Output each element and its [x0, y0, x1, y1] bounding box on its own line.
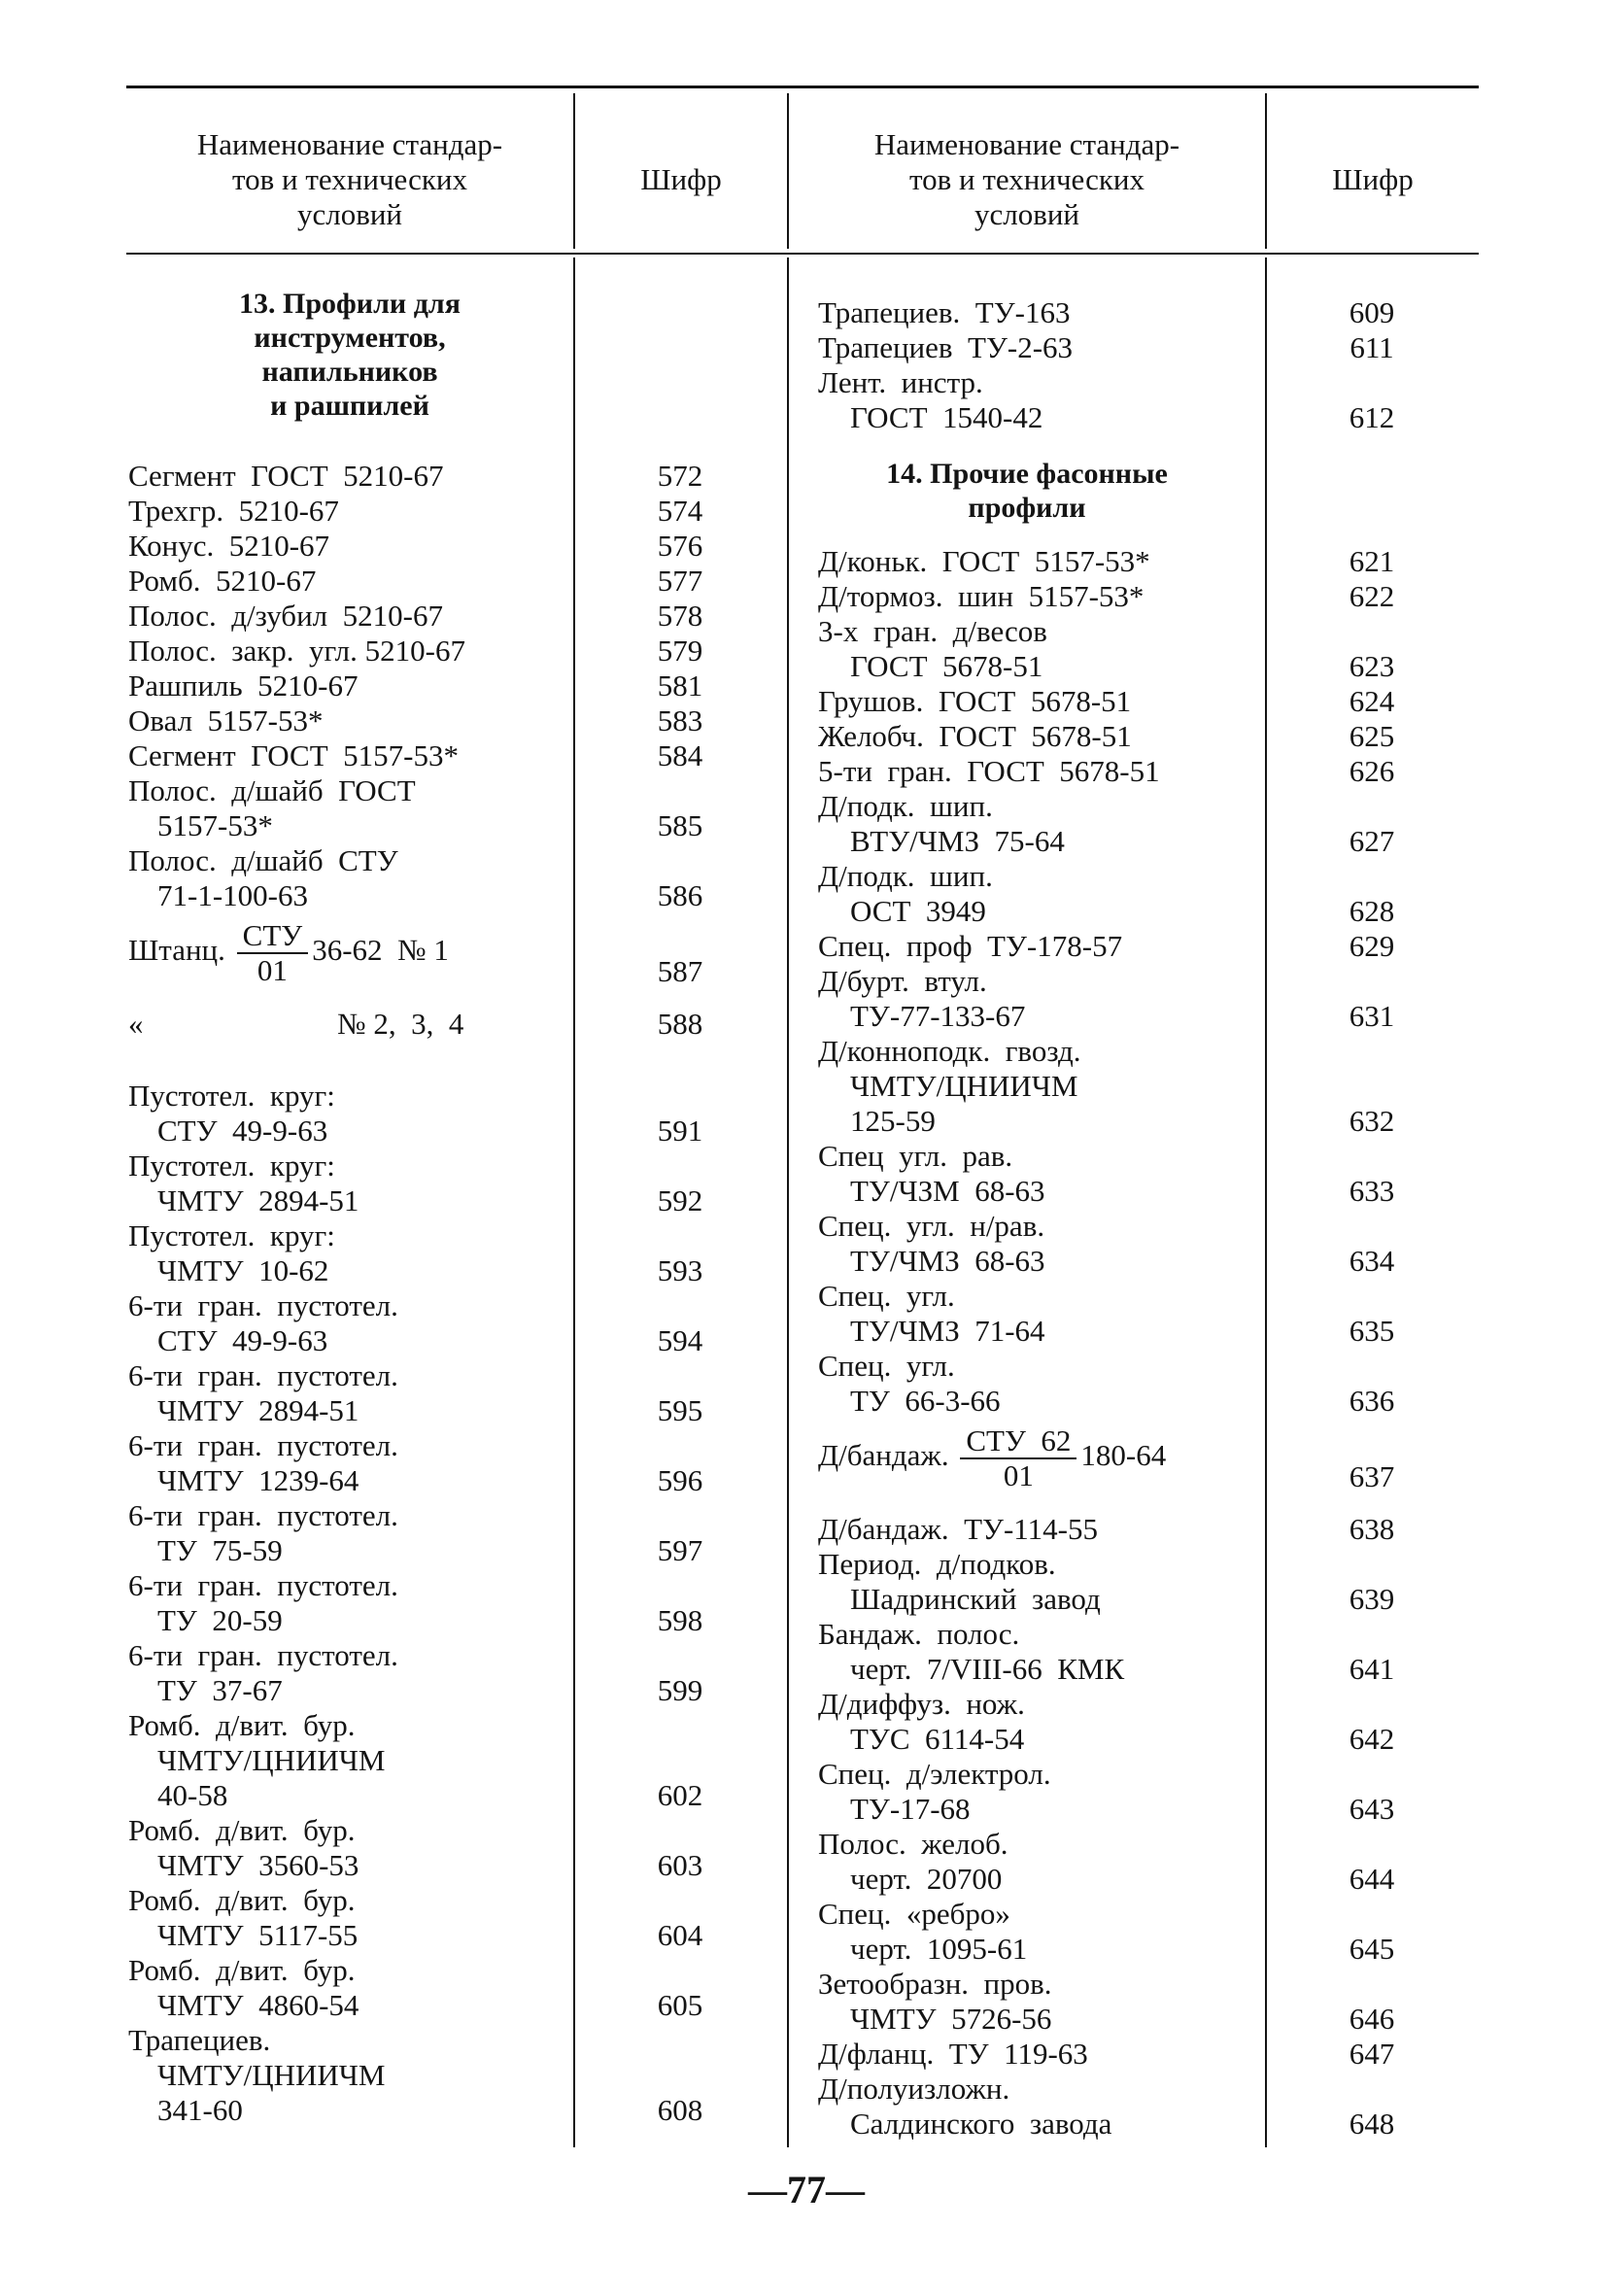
entry-name: № 2, 3, 4: [337, 1007, 464, 1041]
entry-name: Спец угл. рав.: [818, 1139, 1013, 1173]
entry-name: Салдинского завода: [850, 2107, 1112, 2141]
cipher-code: 584: [657, 738, 703, 772]
entry-name: ВТУ/ЧМЗ 75-64: [850, 824, 1065, 858]
cipher-code: 629: [1349, 929, 1395, 963]
entry-name: черт. 7/VIII-66 КМК: [850, 1652, 1125, 1686]
entry-prefix: Д/бандаж.: [818, 1438, 957, 1473]
body-divider-1: [573, 257, 575, 2147]
cipher-code: 638: [1349, 1512, 1395, 1546]
cipher-code: 608: [657, 2093, 703, 2127]
standard-fraction: [960, 1424, 1076, 1492]
cipher-code: 603: [657, 1848, 703, 1882]
section-heading-13: 13. Профили для инструментов, напильников и рашпилей: [239, 288, 461, 422]
entry-name: ЧМТУ 2894-51: [157, 1393, 359, 1427]
header-code-right: Шифр: [1332, 162, 1414, 196]
entry-name: ТУ 75-59: [157, 1533, 283, 1567]
entry-name: Полос. желоб.: [818, 1827, 1008, 1861]
cipher-code: 639: [1349, 1582, 1395, 1616]
fraction-denominator: 01: [256, 953, 288, 987]
entry-name: ГОСТ 5678-51: [850, 649, 1043, 683]
entry-name: черт. 1095-61: [850, 1932, 1028, 1966]
cipher-code: 625: [1349, 719, 1395, 753]
cipher-code: 612: [1349, 400, 1395, 434]
entry-name: ТУС 6114-54: [850, 1722, 1025, 1756]
cipher-code: 596: [657, 1463, 703, 1497]
cipher-code: 643: [1349, 1792, 1395, 1826]
cipher-code: 627: [1349, 824, 1395, 858]
cipher-code: 632: [1349, 1104, 1395, 1138]
entry-name: ЧМТУ/ЦНИИЧМ: [850, 1069, 1078, 1103]
cipher-code: 642: [1349, 1722, 1395, 1756]
cipher-code: 604: [657, 1918, 703, 1952]
entry-name: 6-ти гран. пустотел.: [128, 1358, 398, 1392]
entry-name: 71-1-100-63: [157, 878, 308, 912]
entry-name: Шадринский завод: [850, 1582, 1101, 1616]
entry-name: Сегмент ГОСТ 5157-53*: [128, 738, 459, 772]
cipher-code: 599: [657, 1673, 703, 1707]
cipher-code: 579: [657, 634, 703, 668]
entry-name: Д/бурт. втул.: [818, 964, 987, 998]
entry-name: Ромб. д/вит. бур.: [128, 1813, 356, 1847]
entry-name: Рашпиль 5210-67: [128, 668, 359, 703]
entry-name: Спец. угл.: [818, 1349, 955, 1383]
cipher-code: 626: [1349, 754, 1395, 788]
entry-name: Спец. д/электрол.: [818, 1757, 1051, 1791]
entry-name: Зетообразн. пров.: [818, 1967, 1052, 2001]
entry-name: «: [128, 1007, 144, 1041]
cipher-code: 594: [657, 1323, 703, 1357]
cipher-code: 637: [1349, 1459, 1395, 1493]
cipher-code: 586: [657, 878, 703, 912]
entry-name: Трапециев ТУ-2-63: [818, 330, 1074, 364]
fraction-numerator: СТУ 62: [960, 1424, 1076, 1459]
cipher-code: 602: [657, 1778, 703, 1812]
entry-name: Полос. д/шайб СТУ: [128, 843, 398, 877]
entry-name: Ромб. 5210-67: [128, 564, 317, 598]
entry-name: 6-ти гран. пустотел.: [128, 1288, 398, 1322]
cipher-code: 631: [1349, 999, 1395, 1033]
entry-name: Спец. «ребро»: [818, 1897, 1010, 1931]
entry-name: Ромб. д/вит. бур.: [128, 1953, 356, 1987]
entry-name: ЧМТУ/ЦНИИЧМ: [157, 1743, 386, 1777]
cipher-code: 605: [657, 1988, 703, 2022]
cipher-code: 634: [1349, 1244, 1395, 1278]
cipher-code: 576: [657, 529, 703, 563]
cipher-code: 648: [1349, 2107, 1395, 2141]
header-name-left: Наименование стандар- тов и технических условий: [196, 127, 503, 231]
entry-name: черт. 20700: [850, 1862, 1003, 1896]
entry-name: ЧМТУ 3560-53: [157, 1848, 359, 1882]
page-number: —77—: [748, 2168, 865, 2211]
cipher-code: 581: [657, 668, 703, 703]
header-name-right: Наименование стандар- тов и технических условий: [873, 127, 1180, 231]
entry-name: Пустотел. круг:: [128, 1218, 335, 1252]
cipher-code: 621: [1349, 544, 1395, 578]
entry-name: Д/подк. шип.: [818, 789, 993, 823]
entry-name: Лент. инстр.: [818, 365, 983, 399]
cipher-code: 646: [1349, 2002, 1395, 2036]
entry-name: ОСТ 3949: [850, 894, 986, 928]
entry-name: ЧМТУ 4860-54: [157, 1988, 359, 2022]
entry-name: Бандаж. полос.: [818, 1617, 1020, 1651]
entry-name: ТУ 37-67: [157, 1673, 283, 1707]
entry-name: 6-ти гран. пустотел.: [128, 1568, 398, 1602]
entry-name: Трапециев.: [128, 2023, 271, 2057]
cipher-code: 593: [657, 1253, 703, 1287]
entry-name: Грушов. ГОСТ 5678-51: [818, 684, 1132, 718]
entry-name: Овал 5157-53*: [128, 703, 324, 737]
cipher-code: 645: [1349, 1932, 1395, 1966]
cipher-code: 636: [1349, 1384, 1395, 1418]
entry-name: Трапециев. ТУ-163: [818, 295, 1071, 329]
entry-name: ЧМТУ 5726-56: [850, 2002, 1052, 2036]
entry-name: 6-ти гран. пустотел.: [128, 1498, 398, 1532]
entry-name: Д/коньк. ГОСТ 5157-53*: [818, 544, 1150, 578]
entry-name: Конус. 5210-67: [128, 529, 330, 563]
entry-name: 5157-53*: [157, 808, 273, 842]
fraction-entry: [128, 919, 449, 987]
entry-name: СТУ 49-9-63: [157, 1114, 328, 1148]
cipher-code: 598: [657, 1603, 703, 1637]
entry-name: Д/полуизложн.: [818, 2072, 1010, 2106]
cipher-code: 623: [1349, 649, 1395, 683]
entry-name: ЧМТУ 2894-51: [157, 1183, 359, 1217]
body-divider-2: [787, 257, 789, 2147]
entry-name: Д/фланц. ТУ 119-63: [818, 2037, 1088, 2071]
entry-name: ТУ 20-59: [157, 1603, 283, 1637]
cipher-code: 635: [1349, 1314, 1395, 1348]
entry-name: ЧМТУ 5117-55: [157, 1918, 359, 1952]
entry-name: Трехгр. 5210-67: [128, 494, 339, 528]
cipher-code: 583: [657, 703, 703, 737]
body-divider-3: [1265, 257, 1267, 2147]
entry-name: 341-60: [157, 2093, 243, 2127]
fraction-entry: [818, 1424, 1166, 1492]
cipher-code: 609: [1349, 295, 1395, 329]
entry-suffix: 36-62 № 1: [312, 933, 449, 968]
entry-name: ТУ 66-3-66: [850, 1384, 1001, 1418]
entry-name: Ромб. д/вит. бур.: [128, 1708, 356, 1742]
entry-name: Д/диффуз. нож.: [818, 1687, 1025, 1721]
entry-name: Пустотел. круг:: [128, 1079, 335, 1113]
cipher-code: 585: [657, 808, 703, 842]
entry-name: СТУ 49-9-63: [157, 1323, 328, 1357]
entry-name: ТУ-17-68: [850, 1792, 971, 1826]
standard-fraction: [237, 919, 309, 987]
cipher-code: 622: [1349, 579, 1395, 613]
entry-name: Спец. проф ТУ-178-57: [818, 929, 1123, 963]
entry-name: ЧМТУ/ЦНИИЧМ: [157, 2058, 386, 2092]
entry-name: Полос. д/зубил 5210-67: [128, 599, 443, 633]
cipher-code: 641: [1349, 1652, 1395, 1686]
entry-name: 5-ти гран. ГОСТ 5678-51: [818, 754, 1160, 788]
cipher-code: 578: [657, 599, 703, 633]
entry-name: Д/конноподк. гвозд.: [818, 1034, 1081, 1068]
fraction-numerator: СТУ: [237, 919, 309, 954]
entry-name: Пустотел. круг:: [128, 1148, 335, 1182]
header-rule: [126, 253, 1479, 255]
fraction-denominator: 01: [1003, 1458, 1034, 1492]
entry-name: Желобч. ГОСТ 5678-51: [818, 719, 1132, 753]
entry-name: ТУ/ЧМЗ 68-63: [850, 1244, 1045, 1278]
cipher-code: 611: [1350, 330, 1394, 364]
cipher-code: 574: [657, 494, 703, 528]
entry-name: ЧМТУ 1239-64: [157, 1463, 359, 1497]
entry-name: Полос. закр. угл. 5210-67: [128, 634, 465, 668]
cipher-code: 624: [1349, 684, 1395, 718]
cipher-code: 628: [1349, 894, 1395, 928]
cipher-code: 577: [657, 564, 703, 598]
entry-name: 6-ти гран. пустотел.: [128, 1638, 398, 1672]
section-heading-14: 14. Прочие фасонные профили: [886, 458, 1168, 524]
entry-name: Д/тормоз. шин 5157-53*: [818, 579, 1145, 613]
entry-name: 125-59: [850, 1104, 936, 1138]
entry-name: 3-х гран. д/весов: [818, 614, 1047, 648]
entry-name: ТУ-77-133-67: [850, 999, 1026, 1033]
cipher-code: 647: [1349, 2037, 1395, 2071]
cipher-code: 595: [657, 1393, 703, 1427]
entry-name: ТУ/ЧМЗ 71-64: [850, 1314, 1045, 1348]
entry-name: 40-58: [157, 1778, 228, 1812]
entry-name: Спец. угл.: [818, 1279, 955, 1313]
cipher-code: 592: [657, 1183, 703, 1217]
entry-name: Д/бандаж. ТУ-114-55: [818, 1512, 1098, 1546]
cipher-code: 644: [1349, 1862, 1395, 1896]
entry-name: 6-ти гран. пустотел.: [128, 1428, 398, 1462]
entry-name: Ромб. д/вит. бур.: [128, 1883, 356, 1917]
cipher-code: 597: [657, 1533, 703, 1567]
entry-name: Сегмент ГОСТ 5210-67: [128, 459, 444, 493]
entry-name: ГОСТ 1540-42: [850, 400, 1043, 434]
cipher-code: 591: [657, 1114, 703, 1148]
entry-name: Период. д/подков.: [818, 1547, 1056, 1581]
top-rule: [126, 86, 1479, 88]
entry-name: Полос. д/шайб ГОСТ: [128, 773, 416, 807]
entry-name: ЧМТУ 10-62: [157, 1253, 329, 1287]
cipher-code: 572: [657, 459, 703, 493]
cipher-code: 588: [657, 1007, 703, 1041]
entry-prefix: Штанц.: [128, 933, 233, 968]
entry-name: Спец. угл. н/рав.: [818, 1209, 1045, 1243]
cipher-code: 587: [657, 954, 703, 988]
entry-name: ТУ/ЧЗМ 68-63: [850, 1174, 1045, 1208]
entry-suffix: 180-64: [1080, 1438, 1167, 1473]
entry-name: Д/подк. шип.: [818, 859, 993, 893]
cipher-code: 633: [1349, 1174, 1395, 1208]
header-code-left: Шифр: [640, 162, 722, 196]
